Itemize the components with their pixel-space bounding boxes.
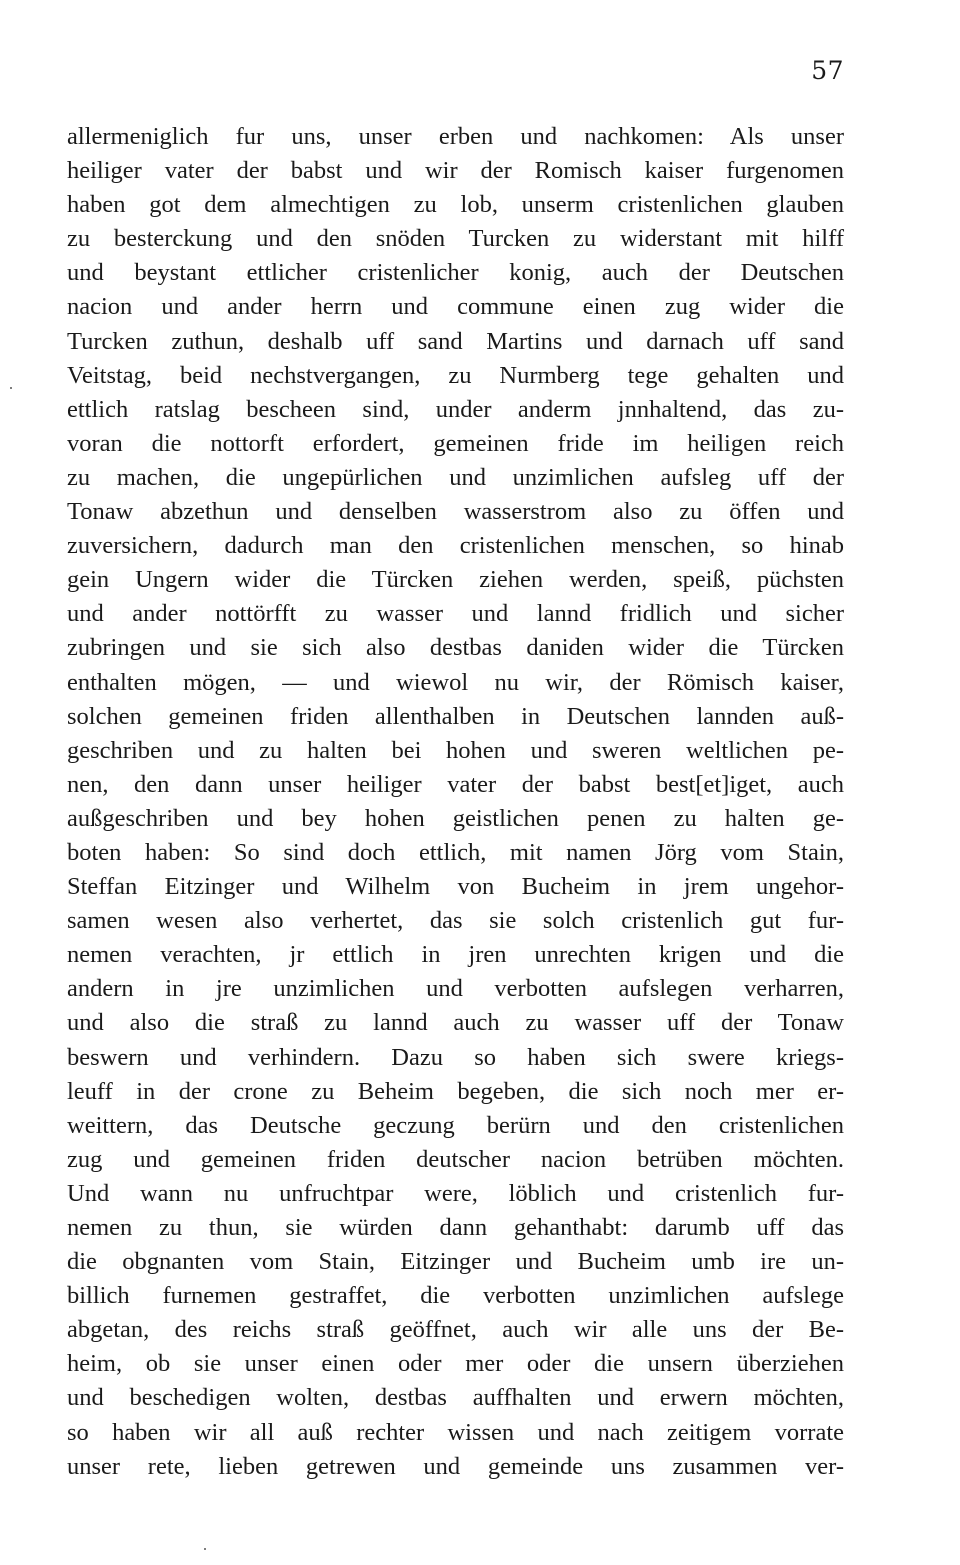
text-line: voran die nottorft erfordert, gemeinen fride im heiligen reich — [67, 429, 844, 457]
text-line: heim, ob sie unser einen oder mer oder die unsern überziehen — [67, 1350, 844, 1378]
text-line: Tonaw abzethun und denselben wasserstrom also zu öffen und — [67, 498, 844, 526]
text-line: haben got dem almechtigen zu lob, unserm cristenlichen glauben — [67, 191, 844, 219]
text-line: und ander nottörfft zu wasser und lannd fridlich und sicher — [67, 600, 844, 628]
text-line: heiliger vater der babst und wir der Romisch kaiser furgenomen — [67, 157, 844, 185]
text-line: samen wesen also verhertet, das sie solch cristenlich gut fur- — [67, 907, 844, 935]
text-line: und also die straß zu lannd auch zu wasser uff der Tonaw — [67, 1009, 844, 1037]
text-line: geschriben und zu halten bei hohen und sweren weltlichen pe- — [67, 736, 844, 764]
text-line: so haben wir all auß rechter wissen und nach zeitigem vorrate — [67, 1418, 844, 1446]
text-line: leuff in der crone zu Beheim begeben, die sich noch mer er- — [67, 1077, 844, 1105]
text-line: und beschedigen wolten, destbas auffhalten und erwern möchten, — [67, 1384, 844, 1412]
margin-speck — [204, 1548, 206, 1550]
text-line: zug und gemeinen friden deutscher nacion betrüben möchten. — [67, 1145, 844, 1173]
margin-speck — [10, 387, 12, 389]
text-line: Veitstag, beid nechstvergangen, zu Nurmberg tege gehalten und — [67, 361, 844, 389]
text-line: enthalten mögen, — und wiewol nu wir, der Römisch kaiser, — [67, 668, 844, 696]
text-line: unser rete, lieben getrewen und gemeinde uns zusammen ver- — [67, 1452, 844, 1480]
text-line: zu machen, die ungepürlichen und unzimlichen aufsleg uff der — [67, 463, 844, 491]
text-line: weittern, das Deutsche geczung berürn und den cristenlichen — [67, 1111, 844, 1139]
text-line: Turcken zuthun, deshalb uff sand Martins und darnach uff sand — [67, 327, 844, 355]
text-line: ettlich ratslag bescheen sind, under anderm jnnhaltend, das zu- — [67, 395, 844, 423]
text-line: die obgnanten vom Stain, Eitzinger und Bucheim umb ire un- — [67, 1248, 844, 1276]
text-line: allermeniglich fur uns, unser erben und nachkomen: Als unser — [67, 123, 844, 150]
text-line: und beystant ettlicher cristenlicher konig, auch der Deutschen — [67, 259, 844, 287]
text-line: billich furnemen gestraffet, die verbotten unzimlichen aufslege — [67, 1282, 844, 1310]
page-number: 57 — [811, 56, 844, 85]
text-line: abgetan, des reichs straß geöffnet, auch wir alle uns der Be- — [67, 1316, 844, 1344]
text-line: nacion und ander herrn und commune einen zug wider die — [67, 293, 844, 321]
text-line: nen, den dann unser heiliger vater der babst best[et]iget, auch — [67, 770, 844, 798]
text-line: Steffan Eitzinger und Wilhelm von Bucheim in jrem ungehor- — [67, 873, 844, 901]
text-line: nemen zu thun, sie würden dann gehanthabt: darumb uff das — [67, 1214, 844, 1241]
text-line: beswern und verhindern. Dazu so haben sich swere kriegs- — [67, 1043, 844, 1071]
text-line: andern in jre unzimlichen und verbotten aufslegen verharren, — [67, 975, 844, 1003]
body-text — [67, 120, 844, 1484]
text-line: zu besterckung und den snöden Turcken zu widerstant mit hilff — [67, 225, 844, 253]
text-line: boten haben: So sind doch ettlich, mit namen Jörg vom Stain, — [67, 838, 844, 866]
text-line: zubringen und sie sich also destbas daniden wider die Türcken — [67, 634, 844, 662]
text-line: außgeschriben und bey hohen geistlichen penen zu halten ge- — [67, 804, 844, 832]
text-line: solchen gemeinen friden allenthalben in Deutschen lannden auß- — [67, 702, 844, 730]
text-line: nemen verachten, jr ettlich in jren unrechten krigen und die — [67, 941, 844, 969]
text-line: zuversichern, dadurch man den cristenlichen menschen, so hinab — [67, 532, 844, 560]
text-line: gein Ungern wider die Türcken ziehen werden, speiß, püchsten — [67, 566, 844, 594]
text-line: Und wann nu unfruchtpar were, löblich und cristenlich fur- — [67, 1179, 844, 1207]
